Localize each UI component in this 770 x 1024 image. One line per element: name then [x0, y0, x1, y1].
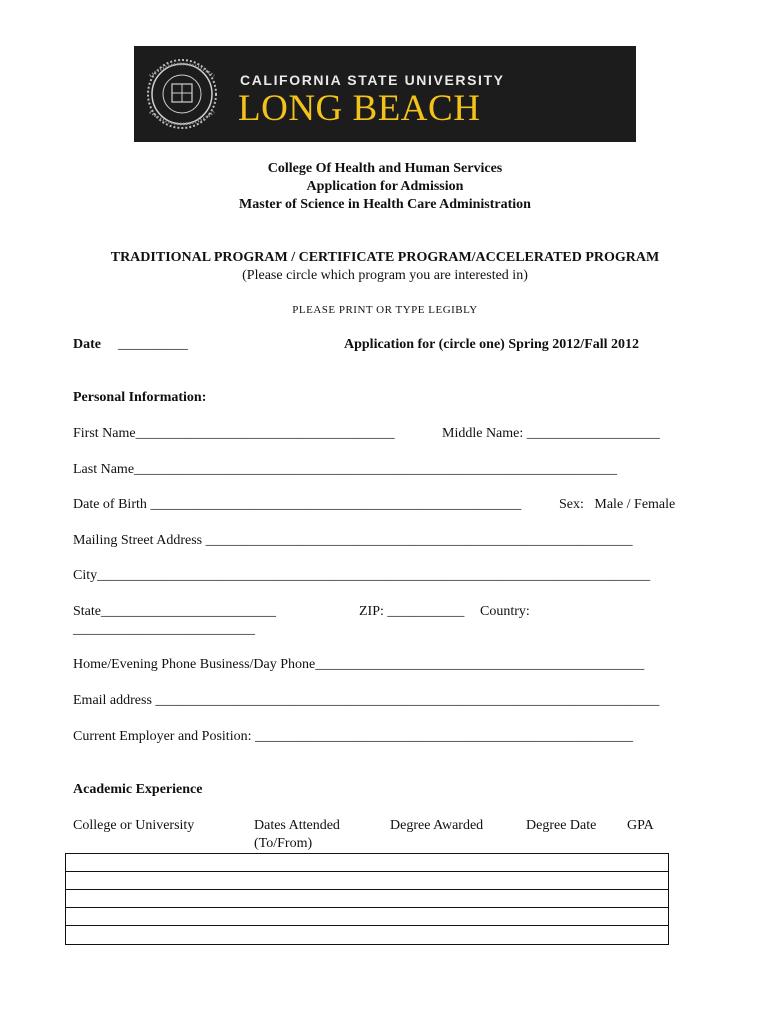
employer-field[interactable]: Current Employer and Position: ______________________________________________________	[73, 729, 633, 744]
print-notice: PLEASE PRINT OR TYPE LEGIBLY	[292, 304, 478, 316]
city-field[interactable]: City_______________________________________________________________________________	[73, 568, 651, 583]
last-name-field[interactable]: Last Name_____________________________________________________________________	[73, 462, 618, 477]
table-row[interactable]	[66, 890, 668, 908]
country-label: Country:	[480, 604, 530, 619]
university-name: CALIFORNIA STATE UNIVERSITY	[240, 72, 505, 88]
email-field[interactable]: Email address ________________________________________________________________________	[73, 693, 660, 708]
table-row[interactable]	[66, 908, 668, 926]
dob-field[interactable]: Date of Birth _____________________________________________________	[73, 497, 522, 512]
table-row[interactable]	[66, 854, 668, 872]
application-title: Application for Admission	[306, 179, 464, 194]
middle-name-field[interactable]: Middle Name: ___________________	[442, 426, 660, 441]
column-degree-awarded: Degree Awarded	[390, 818, 484, 833]
table-row[interactable]	[66, 872, 668, 890]
column-degree-date: Degree Date	[526, 818, 597, 833]
program-options: TRADITIONAL PROGRAM / CERTIFICATE PROGRAM/ACCELERATED PROGRAM	[110, 250, 660, 265]
table-row[interactable]	[66, 926, 668, 944]
university-banner	[134, 46, 636, 142]
first-name-field[interactable]: First Name_____________________________________	[73, 426, 395, 441]
academic-table	[65, 853, 669, 945]
column-dates-subtitle: (To/From)	[254, 836, 313, 851]
date-field[interactable]: __________	[118, 337, 188, 352]
college-name: College Of Health and Human Services	[267, 161, 503, 176]
degree-title: Master of Science in Health Care Administration	[239, 197, 531, 212]
term-selection[interactable]: Application for (circle one) Spring 2012/Fall 2012	[344, 337, 640, 352]
column-gpa: GPA	[627, 818, 654, 833]
column-college: College or University	[73, 818, 195, 833]
sex-selection[interactable]: Sex: Male / Female	[559, 497, 676, 512]
zip-field[interactable]: ZIP: ___________	[359, 604, 465, 619]
state-field[interactable]: State_________________________	[73, 604, 276, 619]
campus-name: LONG BEACH	[238, 88, 481, 129]
date-label: Date	[73, 337, 101, 352]
country-field[interactable]: __________________________	[73, 622, 255, 637]
academic-heading: Academic Experience	[73, 782, 203, 797]
street-address-field[interactable]: Mailing Street Address _____________________________________________________________	[73, 533, 633, 548]
program-instruction: (Please circle which program you are interested in)	[242, 268, 528, 283]
column-dates-attended: Dates Attended	[254, 818, 340, 833]
university-seal-icon	[136, 58, 228, 130]
personal-info-heading: Personal Information:	[73, 390, 207, 405]
phone-field[interactable]: Home/Evening Phone Business/Day Phone_______________________________________________	[73, 657, 645, 672]
